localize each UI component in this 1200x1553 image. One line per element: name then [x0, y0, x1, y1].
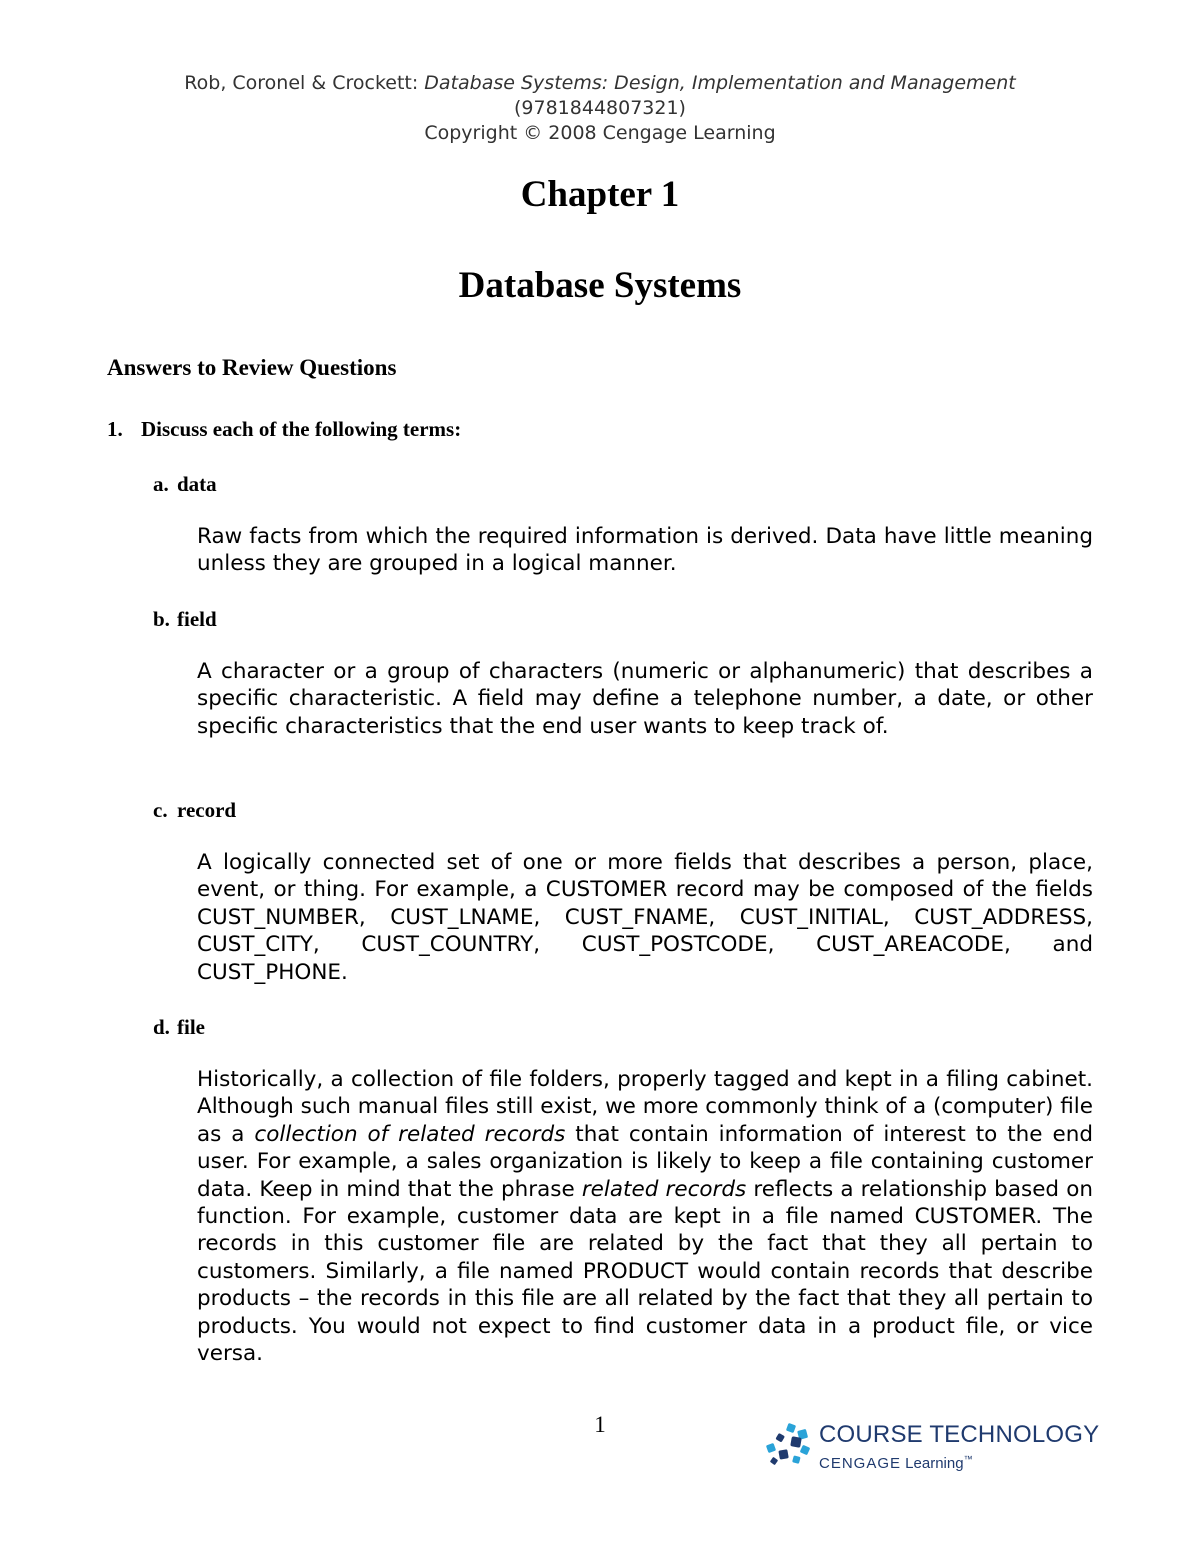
logo-line-1: COURSE TECHNOLOGY: [819, 1421, 1100, 1448]
term-letter: c.: [153, 798, 168, 822]
page-number: 1: [594, 1412, 606, 1437]
emphasis-text: collection of related records: [254, 1121, 566, 1147]
publisher-logo: [765, 1420, 1100, 1472]
logo-brand-rest: Learning: [901, 1455, 964, 1472]
header-copyright: Copyright © 2008 Cengage Learning: [424, 122, 776, 144]
chapter-number: Chapter 1: [520, 174, 680, 215]
answer-data: Raw facts from which the required information is derived. Data have little meaning unless they are grouped in a logical manner.: [197, 524, 1093, 577]
emphasis-text: related records: [581, 1176, 747, 1202]
term-label: record: [177, 798, 237, 822]
term-heading-file: [153, 1013, 205, 1041]
answer-record: A logically connected set of one or more fields that describes a person, place, event, or thing. For example, a CUSTOMER record may be composed of the fields CUST_NUMBER, CUST_LNAME, CUST_FNAME, CUST_INITIAL, CUST_ADDRESS, CUST_CITY, CUST_COUNTRY, CUST_POSTCODE, CUST_AREACODE, and CUST_PHONE.: [197, 850, 1093, 985]
term-heading-record: [153, 796, 236, 824]
question-1: [107, 415, 461, 443]
question-text: Discuss each of the following terms:: [141, 417, 462, 441]
term-heading-field: [153, 605, 217, 633]
term-letter: a.: [153, 472, 169, 496]
cengage-mark-icon: [765, 1422, 813, 1468]
header-authors: Rob, Coronel & Crockett:: [184, 72, 425, 94]
logo-trademark: ™: [963, 1454, 973, 1464]
chapter-title: Database Systems: [458, 265, 742, 306]
answer-file: [197, 1066, 1093, 1367]
logo-brand: CENGAGE: [819, 1455, 902, 1472]
answer-field: A character or a group of characters (numeric or alphanumeric) that describes a specific characteristic. A field may define a telephone number, a date, or other specific characteristics that the end user wants to keep track of.: [197, 659, 1093, 739]
term-heading-data: [153, 470, 217, 498]
term-letter: b.: [153, 607, 170, 631]
logo-line-2: [819, 1449, 973, 1474]
question-number: 1.: [107, 417, 123, 441]
header-book-title: Database Systems: Design, Implementation and Management: [424, 72, 1016, 94]
header-citation: [0, 71, 1200, 96]
header-isbn: (9781844807321): [514, 97, 686, 119]
section-title: Answers to Review Questions: [107, 355, 397, 380]
term-label: data: [177, 472, 217, 496]
term-letter: d.: [153, 1015, 170, 1039]
term-label: file: [177, 1015, 205, 1039]
answer-text: that contain information of interest to the end user. For example, a sales organization is likely to keep a file containing customer data. Keep in mind that the phrase: [197, 1121, 1093, 1202]
answer-text: Historically, a collection of file folders, properly tagged and kept in a filing cabinet. Although such manual files still exist, we more commonly think of a (computer) file as a: [197, 1067, 1093, 1147]
term-label: field: [177, 607, 217, 631]
answer-text: reflects a relationship based on function. For example, customer data are kept in a file named CUSTOMER. The records in this customer file are related by the fact that they all pertain to customers. Similarly, a file named PRODUCT would contain records that describe products – the records in this file are all related by the fact that they all pertain to products. You would not expect to find customer data in a product file, or vice versa.: [197, 1176, 1094, 1367]
